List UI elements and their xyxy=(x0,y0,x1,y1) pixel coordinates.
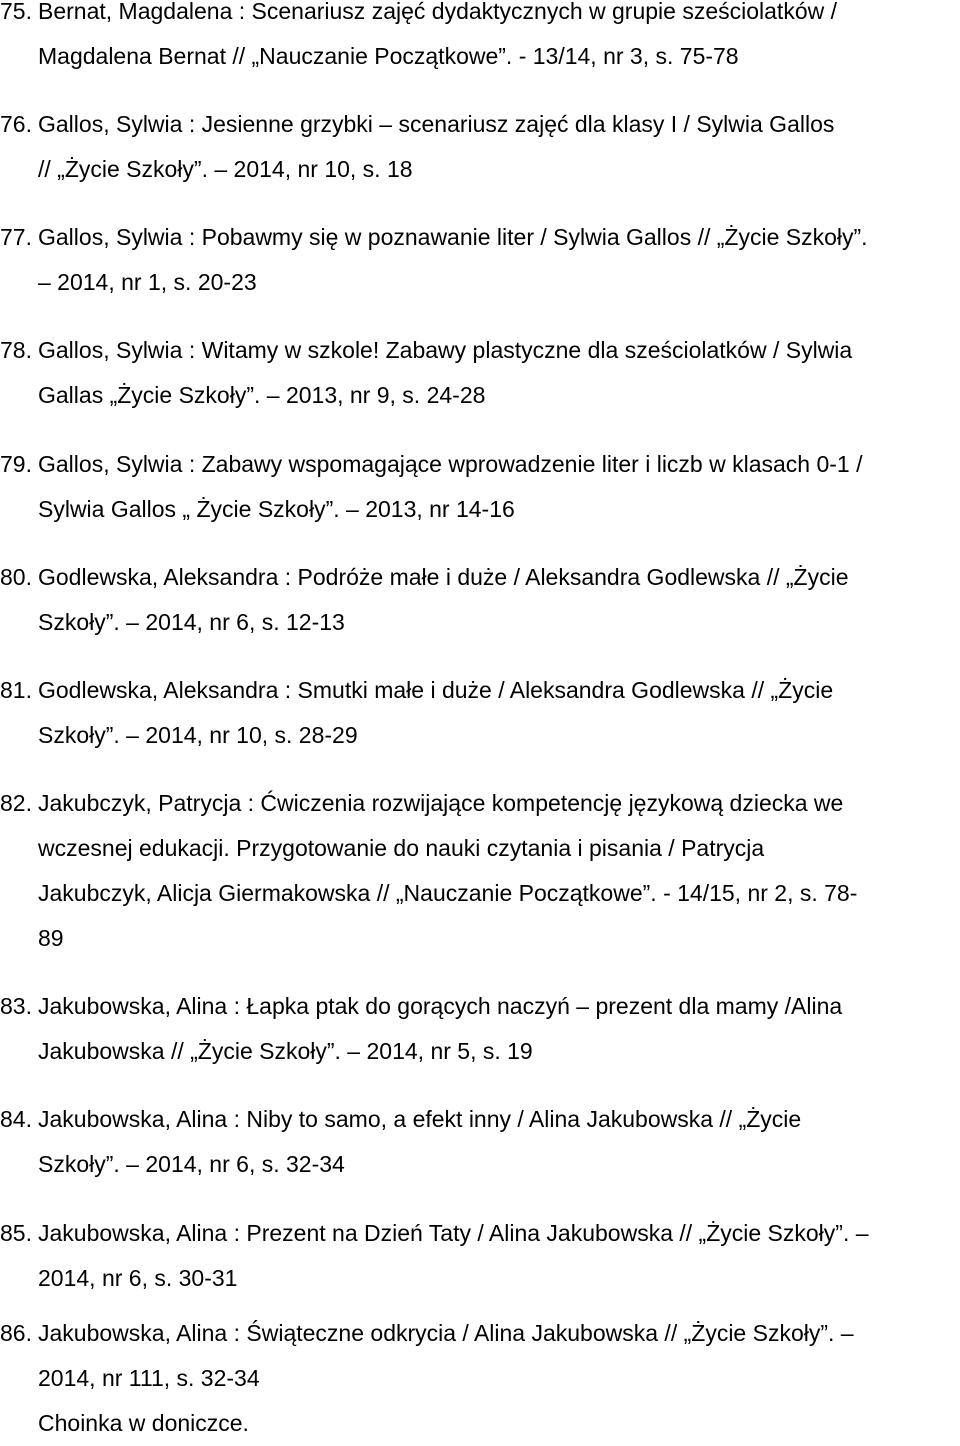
entry-number: 79. xyxy=(0,451,32,477)
entry-line: – 2014, nr 1, s. 20-23 xyxy=(38,269,257,295)
entry-number: 86. xyxy=(0,1320,32,1346)
entry-line: Magdalena Bernat // „Nauczanie Początkowe”. - 13/14, nr 3, s. 75-78 xyxy=(38,43,739,69)
bibliography-entry-79 xyxy=(0,442,958,532)
entry-line: Gallas „Życie Szkoły”. – 2013, nr 9, s. 24-28 xyxy=(38,382,486,408)
entry-number: 82. xyxy=(0,790,32,816)
entry-number: 84. xyxy=(0,1106,32,1132)
entry-text xyxy=(38,0,958,79)
entry-line: Jakubczyk, Alicja Giermakowska // „Nauczanie Początkowe”. - 14/15, nr 2, s. 78- xyxy=(38,880,858,906)
entry-line: Jakubowska // „Życie Szkoły”. – 2014, nr 5, s. 19 xyxy=(38,1038,533,1064)
entry-line: Szkoły”. – 2014, nr 6, s. 32-34 xyxy=(38,1151,345,1177)
entry-line: Jakubczyk, Patrycja : Ćwiczenia rozwijające kompetencję językową dziecka we xyxy=(38,790,844,816)
entry-line: Jakubowska, Alina : Świąteczne odkrycia / Alina Jakubowska // „Życie Szkoły”. – xyxy=(38,1320,854,1346)
entry-number: 78. xyxy=(0,337,32,363)
bibliography-entry-77 xyxy=(0,215,958,305)
entry-line: Sylwia Gallos „ Życie Szkoły”. – 2013, nr 14-16 xyxy=(38,496,515,522)
entry-text xyxy=(38,442,958,532)
entry-text xyxy=(38,1211,958,1301)
bibliography-entry-82 xyxy=(0,781,958,961)
bibliography-entry-81 xyxy=(0,668,958,758)
entry-number: 80. xyxy=(0,564,32,590)
entry-line: Godlewska, Aleksandra : Podróże małe i duże / Aleksandra Godlewska // „Życie xyxy=(38,564,849,590)
entry-text xyxy=(38,215,958,305)
entry-line: 89 xyxy=(38,925,64,951)
entry-line: Szkoły”. – 2014, nr 10, s. 28-29 xyxy=(38,722,358,748)
entry-line: 2014, nr 6, s. 30-31 xyxy=(38,1265,238,1291)
entry-number: 81. xyxy=(0,677,32,703)
entry-line: Gallos, Sylwia : Jesienne grzybki – scenariusz zajęć dla klasy I / Sylwia Gallos xyxy=(38,111,835,137)
entry-text xyxy=(38,555,958,645)
bibliography-entry-76 xyxy=(0,102,958,192)
entry-line: Bernat, Magdalena : Scenariusz zajęć dydaktycznych w grupie sześciolatków / xyxy=(38,0,838,24)
entry-line: Gallos, Sylwia : Witamy w szkole! Zabawy plastyczne dla sześciolatków / Sylwia xyxy=(38,337,853,363)
bibliography-entry-78 xyxy=(0,328,958,418)
entry-text xyxy=(38,1097,958,1187)
entry-line: Gallos, Sylwia : Zabawy wspomagające wprowadzenie liter i liczb w klasach 0-1 / xyxy=(38,451,863,477)
entry-text xyxy=(38,328,958,418)
bibliography-entry-75 xyxy=(0,0,958,79)
bibliography-entry-84 xyxy=(0,1097,958,1187)
entry-line: Szkoły”. – 2014, nr 6, s. 12-13 xyxy=(38,609,345,635)
bibliography-entry-83 xyxy=(0,984,958,1074)
entry-line: wczesnej edukacji. Przygotowanie do nauki czytania i pisania / Patrycja xyxy=(38,835,765,861)
entry-text xyxy=(38,1311,958,1446)
bibliography-entry-86 xyxy=(0,1311,958,1446)
entry-line: 2014, nr 111, s. 32-34 xyxy=(38,1365,260,1391)
entry-line: Jakubowska, Alina : Niby to samo, a efekt inny / Alina Jakubowska // „Życie xyxy=(38,1106,802,1132)
entry-number: 75. xyxy=(0,0,32,24)
entry-number: 77. xyxy=(0,224,32,250)
entry-line: Choinka w doniczce. xyxy=(38,1410,249,1436)
entry-number: 76. xyxy=(0,111,32,137)
entry-text xyxy=(38,102,958,192)
entry-line: // „Życie Szkoły”. – 2014, nr 10, s. 18 xyxy=(38,156,413,182)
entry-text xyxy=(38,781,958,961)
entry-line: Godlewska, Aleksandra : Smutki małe i duże / Aleksandra Godlewska // „Życie xyxy=(38,677,834,703)
entry-line: Gallos, Sylwia : Pobawmy się w poznawanie liter / Sylwia Gallos // „Życie Szkoły”. xyxy=(38,224,868,250)
entry-number: 85. xyxy=(0,1220,32,1246)
entry-text xyxy=(38,668,958,758)
entry-number: 83. xyxy=(0,993,32,1019)
entry-text xyxy=(38,984,958,1074)
entry-line: Jakubowska, Alina : Prezent na Dzień Taty / Alina Jakubowska // „Życie Szkoły”. – xyxy=(38,1220,869,1246)
bibliography-entry-85 xyxy=(0,1211,958,1301)
entry-line: Jakubowska, Alina : Łapka ptak do gorących naczyń – prezent dla mamy /Alina xyxy=(38,993,843,1019)
bibliography-entry-80 xyxy=(0,555,958,645)
